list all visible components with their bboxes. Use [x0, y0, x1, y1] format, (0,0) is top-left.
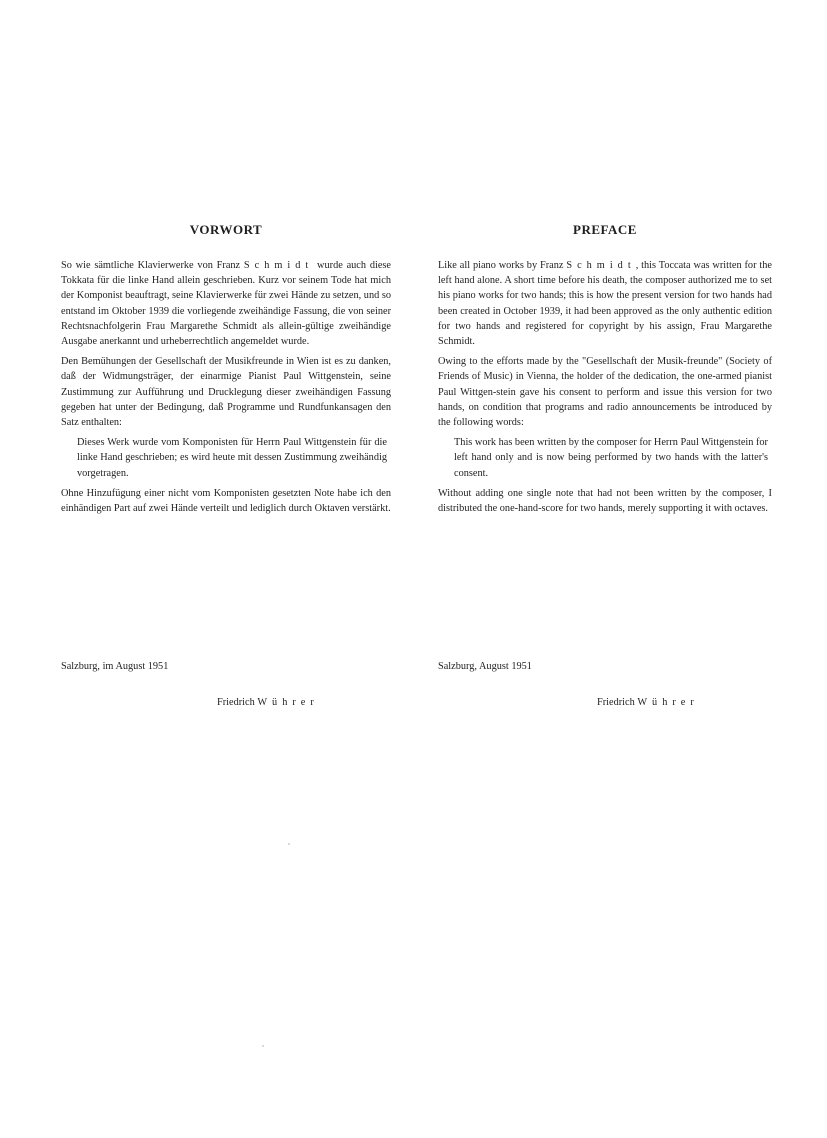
vorwort-signature: [217, 697, 319, 708]
composer-name: Schmidt: [566, 260, 636, 271]
vorwort-p1-end: wurde auch diese Tokkata für die linke Hand allein geschrieben. Kurz vor seinem Tode hat mich der Komponist beauftragt, seine Klavierwerke für zwei Hände zu setzen, und so entstand im Oktober 1939 die vorliegende zweihändige Fassung, die von seiner Rechtsnachfolgerin Frau Margarethe Schmidt als allein-gültige zweihändige Ausgabe anerkannt und urheberrechtlich angemeldet wurde.: [61, 260, 391, 348]
signature-first-name: Friedrich: [217, 697, 258, 708]
signature-last-name: Wührer: [637, 697, 699, 708]
vorwort-paragraph-2: Den Bemühungen der Gesellschaft der Musikfreunde in Wien ist es zu danken, daß der Widmungsträger, der einarmige Pianist Paul Wittgenstein, seine Zustimmung zur Aufführung und Drucklegung dieser zweihändigen Fassung gegeben hat unter der Bedingung, daß Programme und Rundfunkansagen den Satz enthalten:: [61, 356, 391, 429]
vorwort-paragraph-3: Ohne Hinzufügung einer nicht vom Komponisten gesetzten Note habe ich den einhändigen Part auf zwei Hände verteilt und lediglich durch Oktaven verstärkt.: [61, 487, 391, 515]
preface-place-date: Salzburg, August 1951: [438, 661, 532, 672]
preface-paragraph-3: Without adding one single note that had not been written by the composer, I distributed the one-hand-score for two hands, merely supporting it with octaves.: [438, 487, 772, 515]
vorwort-place-date: Salzburg, im August 1951: [61, 661, 169, 672]
preface-title: PREFACE: [573, 222, 637, 237]
preface-paragraph-1: [438, 258, 772, 349]
composer-name: Schmidt: [243, 260, 314, 271]
signature-last-name: Wührer: [257, 697, 319, 708]
preface-column: [438, 222, 772, 521]
vorwort-paragraph-1: [61, 258, 391, 349]
preface-p1-end: , this Toccata was written for the left hand alone. A short time before his death, the composer authorized me to set his piano works for two hands; this is how the present version for two hands had been created in October 1939, it had been approved as the only authentic edition for two hands and registered for copyright by his assign, Frau Margarethe Schmidt.: [438, 260, 772, 348]
vorwort-p1-start: So wie sämtliche Klavierwerke von Franz: [61, 260, 244, 271]
paper-speck: [262, 1045, 264, 1047]
paper-speck: [288, 843, 290, 845]
vorwort-quote: Dieses Werk wurde vom Komponisten für Herrn Paul Wittgenstein für die linke Hand geschrieben; es wird heute mit dessen Zustimmung zweihändig vorgetragen.: [77, 437, 387, 479]
preface-p1-start: Like all piano works by Franz: [438, 260, 567, 271]
preface-paragraph-2: Owing to the efforts made by the "Gesellschaft der Musik-freunde" (Society of Friends of Music) in Vienna, the holder of the dedication, the one-armed pianist Paul Wittgen-stein gave his consent to perform and issue this version for two hands, on condition that programs and radio announcements be introduced by the following words:: [438, 356, 772, 429]
vorwort-column: [61, 222, 391, 521]
preface-signature: [597, 697, 699, 708]
signature-first-name: Friedrich: [597, 697, 638, 708]
vorwort-title: VORWORT: [189, 222, 263, 237]
preface-quote: This work has been written by the composer for Herrn Paul Wittgenstein for left hand only and is now being performed by two hands with the latter's consent.: [454, 437, 768, 479]
